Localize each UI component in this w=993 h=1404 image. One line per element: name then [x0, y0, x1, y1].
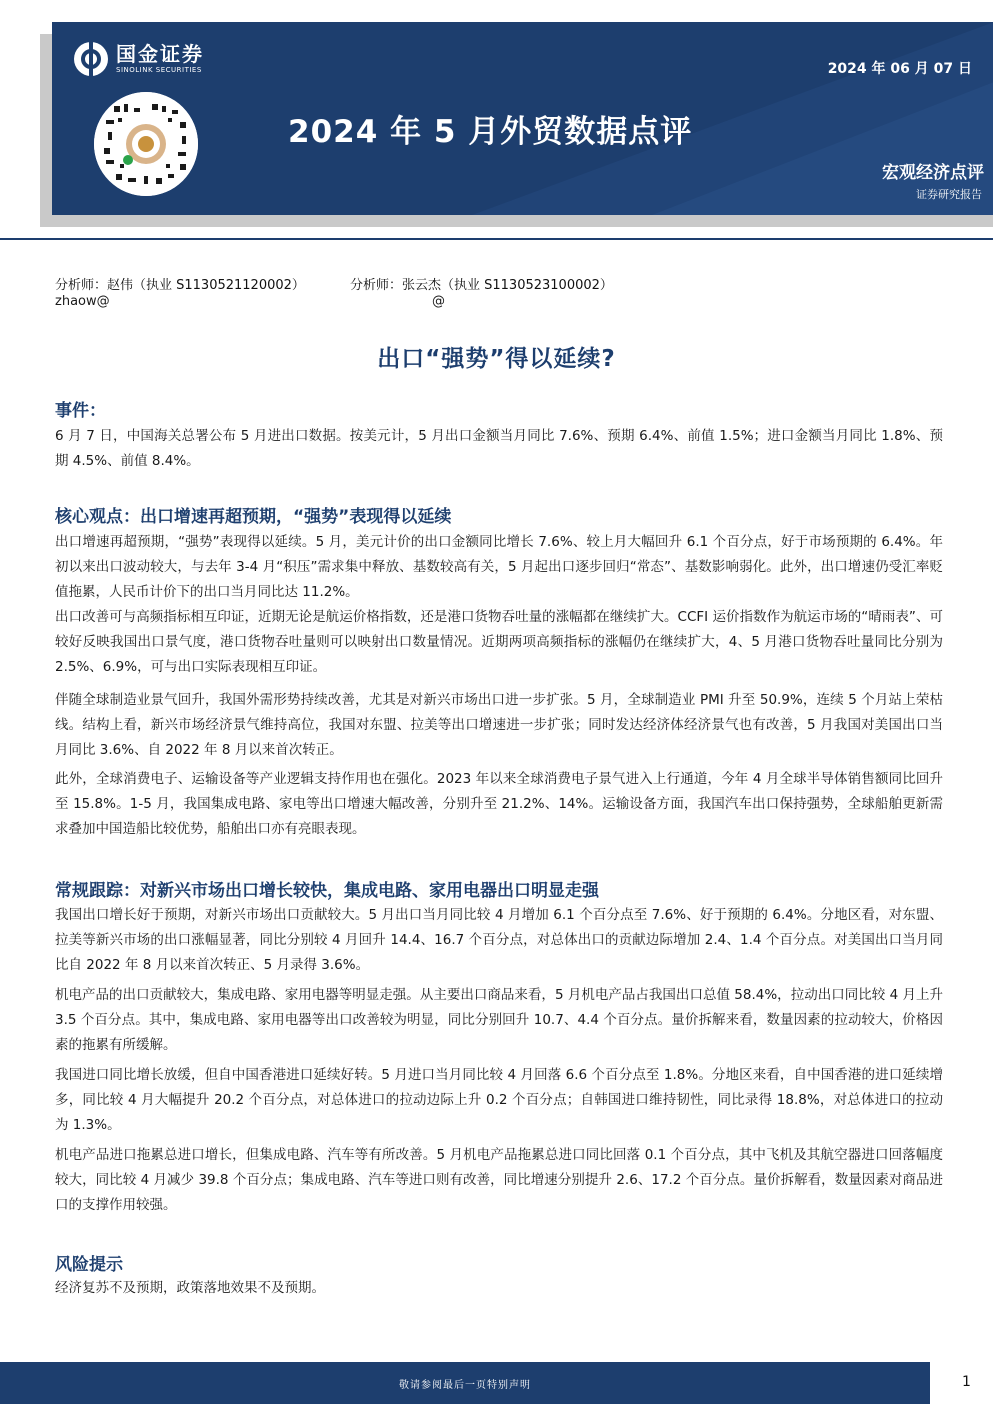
- header-divider: [0, 238, 993, 240]
- analyst-2-email[interactable]: @: [432, 294, 445, 309]
- event-paragraph: 6 月 7 日，中国海关总署公布 5 月进出口数据。按美元计，5 月出口金额当月同比 7.6%、预期 6.4%、前值 1.5%；进口金额当月同比 1.8%、预期 4.5%、前值 8.4%。: [55, 428, 943, 469]
- tracking-paragraph-1: 我国出口增长好于预期，对新兴市场出口贡献较大。5 月出口当月同比较 4 月增加 6.1 个百分点至 7.6%、好于预期的 6.4%。分地区看，对东盟、拉美等新兴市场的出口涨幅显著，同比分别较 4 月回升 14.4、16.7 个百分点，对总体出口的贡献边际增加 2.4、1.4 个百分点。对美国出口当月同比自 2022 年 8 月以来首次转正、5 月录得 3.6%。: [55, 907, 943, 973]
- core-paragraph-4: 此外，全球消费电子、运输设备等产业逻辑支持作用也在强化。2023 年以来全球消费电子景气进入上行通道，今年 4 月全球半导体销售额同比回升至 15.8%。1-5 月，我国集成电路、家电等出口增速大幅改善，分别升至 21.2%、14%。运输设备方面，我国汽车出口保持强势，全球船舶更新需求叠加中国造船比较优势，船舶出口亦有亮眼表现。: [55, 771, 943, 837]
- tracking-paragraph-2: 机电产品的出口贡献较大，集成电路、家用电器等明显走强。从主要出口商品来看，5 月机电产品占我国出口总值 58.4%，拉动出口同比较 4 月上升 3.5 个百分点。其中，集成电路、家用电器等出口改善较为明显，同比分别回升 10.7、4.4 个百分点。量价拆解来看，数量因素的拉动较大，价格因素的拖累有所缓解。: [55, 987, 943, 1053]
- report-title: 2024 年 5 月外贸数据点评: [288, 114, 693, 150]
- section-heading-core: 核心观点：出口增速再超预期，“强势”表现得以延续: [55, 507, 452, 527]
- logo-name-cn: 国金证券: [116, 42, 204, 66]
- logo-mark-icon: [74, 42, 108, 76]
- analyst-1-email[interactable]: zhaow@: [55, 294, 110, 309]
- report-date: 2024 年 06 月 07 日: [827, 61, 972, 77]
- report-type: 宏观经济点评: [882, 163, 984, 183]
- company-logo: [74, 42, 204, 76]
- tracking-paragraph-4: 机电产品进口拖累总进口增长，但集成电路、汽车等有所改善。5 月机电产品拖累总进口同比回落 0.1 个百分点，其中飞机及其航空器进口回落幅度较大，同比较 4 月减少 39.8 个百分点；集成电路、汽车等进口则有改善，同比增速分别提升 2.6、17.2 个百分点。量价拆解看，数量因素对商品进口的支撑作用较强。: [55, 1147, 943, 1213]
- analyst-1: 分析师：赵伟（执业 S1130521120002）: [55, 278, 305, 293]
- section-heading-event: 事件：: [55, 401, 106, 421]
- qr-code-icon: [94, 92, 198, 196]
- section-heading-tracking: 常规跟踪：对新兴市场出口增长较快，集成电路、家用电器出口明显走强: [55, 881, 599, 901]
- analyst-2: 分析师：张云杰（执业 S1130523100002）: [350, 278, 613, 293]
- core-paragraph-3: 伴随全球制造业景气回升，我国外需形势持续改善，尤其是对新兴市场出口进一步扩张。5 月，全球制造业 PMI 升至 50.9%，连续 5 个月站上荣枯线。结构上看，新兴市场经济景气维持高位，我国对东盟、拉美等出口增速进一步扩张；同时发达经济体经济景气也有改善，5 月我国对美国出口当月同比 3.6%、自 2022 年 8 月以来首次转正。: [55, 692, 943, 758]
- core-paragraph-1: 出口增速再超预期，“强势”表现得以延续。5 月，美元计价的出口金额同比增长 7.6%、较上月大幅回升 6.1 个百分点，好于市场预期的 6.4%。年初以来出口波动较大，与去年 3-4 月“积压”需求集中释放、基数较高有关，5 月起出口逐步回归“常态”、基数影响弱化。此外，出口增速仍受汇率贬值拖累，人民币计价下的出口当月同比达 11.2%。: [55, 534, 943, 600]
- section-heading-risk: 风险提示: [55, 1255, 123, 1275]
- tracking-paragraph-3: 我国进口同比增长放缓，但自中国香港进口延续好转。5 月进口当月同比较 4 月回落 6.6 个百分点至 1.8%。分地区来看，自中国香港的进口延续增多，同比较 4 月大幅提升 20.2 个百分点，对总体进口的拉动边际上升 0.2 个百分点；自韩国进口维持韧性，同比录得 18.8%，对总体进口的拉动为 1.3%。: [55, 1067, 943, 1133]
- core-paragraph-2: 出口改善可与高频指标相互印证，近期无论是航运价格指数，还是港口货物吞吐量的涨幅都在继续扩大。CCFI 运价指数作为航运市场的“晴雨表”、可较好反映我国出口景气度，港口货物吞吐量则可以映射出口数量情况。近期两项高频指标的涨幅仍在继续扩大，4、5 月港口货物吞吐量同比分别为 2.5%、6.9%，可与出口实际表现相互印证。: [55, 609, 943, 675]
- report-subtype: 证券研究报告: [916, 188, 982, 201]
- logo-name-en: SINOLINK SECURITIES: [116, 66, 202, 74]
- footer-disclaimer: 敬请参阅最后一页特别声明: [399, 1380, 531, 1391]
- risk-paragraph: 经济复苏不及预期，政策落地效果不及预期。: [55, 1280, 325, 1296]
- document-title: 出口“强势”得以延续?: [377, 346, 616, 372]
- page-number: 1: [962, 1374, 971, 1390]
- report-banner: [52, 22, 993, 215]
